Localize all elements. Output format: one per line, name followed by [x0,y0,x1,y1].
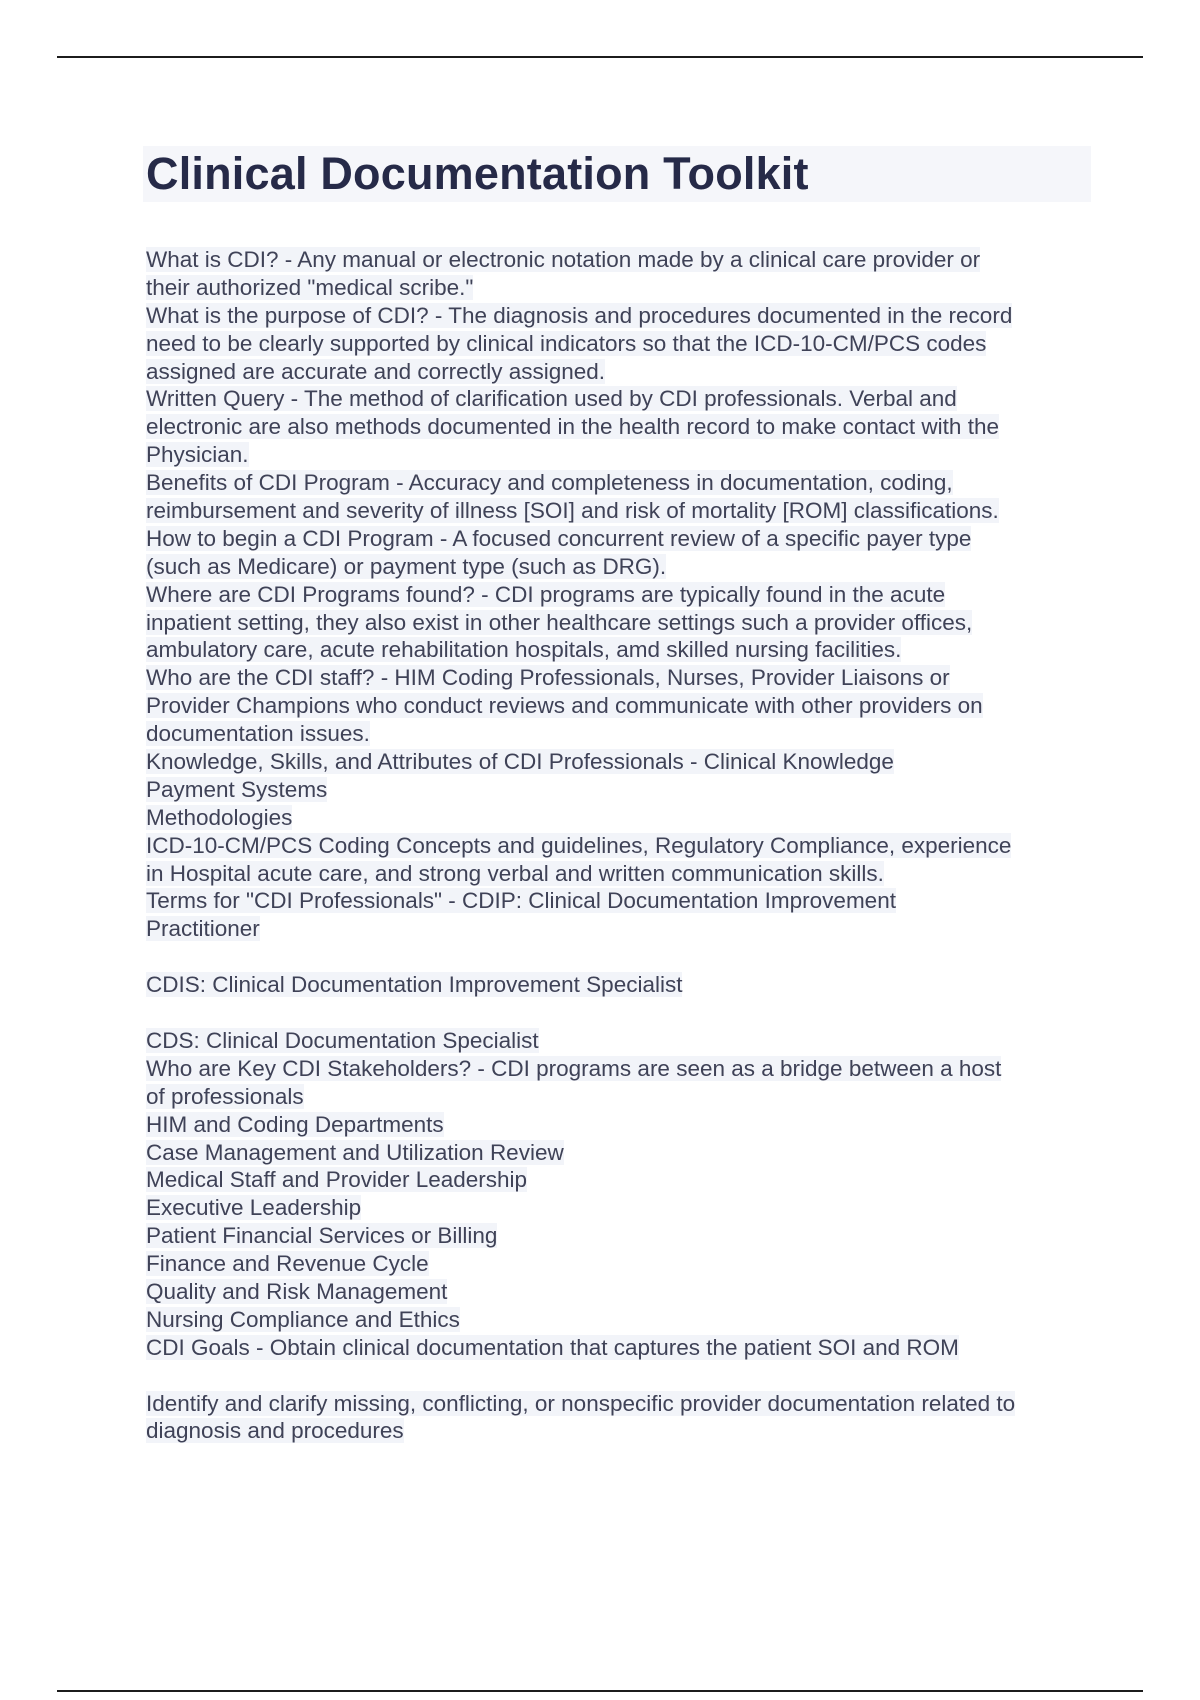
text-line-content: need to be clearly supported by clinical indicators so that the ICD-10-CM/PCS codes [146,330,987,356]
text-line-content: Methodologies [146,804,293,830]
text-line [146,497,1106,525]
text-line [146,1111,1106,1139]
text-line [146,274,1106,302]
text-line [146,804,1106,832]
text-line [146,1194,1106,1222]
text-line-content: Medical Staff and Provider Leadership [146,1167,528,1193]
text-line [146,748,1106,776]
text-line [146,664,1106,692]
text-line-content: Executive Leadership [146,1195,362,1221]
text-line-content: assigned are accurate and correctly assigned. [146,358,606,384]
text-line [146,1222,1106,1250]
document-title: Clinical Documentation Toolkit [146,148,809,199]
text-line [146,553,1106,581]
text-line [146,915,1106,943]
text-line [146,1278,1106,1306]
text-line-content: How to begin a CDI Program - A focused concurrent review of a specific payer type [146,525,972,551]
text-line-content: What is the purpose of CDI? - The diagnosis and procedures documented in the record [146,302,1013,328]
text-line [146,525,1106,553]
text-line-content: their authorized "medical scribe." [146,274,474,300]
text-line-content: Practitioner [146,916,260,942]
text-line [146,441,1106,469]
text-line [146,720,1106,748]
text-line [146,776,1106,804]
header-rule [57,56,1143,58]
text-line [146,1139,1106,1167]
text-line-content: ambulatory care, acute rehabilitation hospitals, amd skilled nursing facilities. [146,637,902,663]
text-line-content: Identify and clarify missing, conflicting, or nonspecific provider documentation related to [146,1390,1016,1416]
text-line-content: Knowledge, Skills, and Attributes of CDI Professionals - Clinical Knowledge [146,749,894,775]
text-line-content: What is CDI? - Any manual or electronic notation made by a clinical care provider or [146,247,981,272]
text-line-content: electronic are also methods documented in the health record to make contact with the [146,414,999,440]
text-line-content: Provider Champions who conduct reviews and communicate with other providers on [146,693,983,719]
text-line [146,1250,1106,1278]
document-body [146,246,1106,1445]
text-line [146,1027,1106,1055]
text-line [146,413,1106,441]
text-line-content: HIM and Coding Departments [146,1111,444,1137]
text-line-content: Who are Key CDI Stakeholders? - CDI programs are seen as a bridge between a host [146,1055,1002,1081]
text-line-content: Terms for "CDI Professionals" - CDIP: Clinical Documentation Improvement [146,888,896,914]
text-line-content: (such as Medicare) or payment type (such as DRG). [146,553,667,579]
text-line-content: of professionals [146,1083,304,1109]
text-line [146,1390,1106,1418]
text-line-content: diagnosis and procedures [146,1418,404,1444]
text-line-content: Where are CDI Programs found? - CDI programs are typically found in the acute [146,581,946,607]
text-line-content: Quality and Risk Management [146,1278,448,1304]
text-line-content: in Hospital acute care, and strong verbal and written communication skills. [146,860,884,886]
text-line [146,971,1106,999]
text-line-content: CDI Goals - Obtain clinical documentation that captures the patient SOI and ROM [146,1334,959,1360]
text-line [146,1306,1106,1334]
text-line [146,1362,1106,1390]
text-line-content: inpatient setting, they also exist in other healthcare settings such a provider offices, [146,609,973,635]
text-line [146,1166,1106,1194]
text-line [146,1334,1106,1362]
text-line [146,609,1106,637]
text-line [146,358,1106,386]
text-line [146,1417,1106,1445]
text-line [146,832,1106,860]
text-line-content: Who are the CDI staff? - HIM Coding Professionals, Nurses, Provider Liaisons or [146,665,950,691]
text-line [146,1055,1106,1083]
text-line-content: reimbursement and severity of illness [SOI] and risk of mortality [ROM] classifications. [146,498,999,524]
text-line-content: ICD-10-CM/PCS Coding Concepts and guidelines, Regulatory Compliance, experience [146,832,1012,858]
text-line [146,636,1106,664]
text-line [146,1083,1106,1111]
text-line [146,860,1106,888]
text-line [146,943,1106,971]
text-line [146,385,1106,413]
text-line-content: Payment Systems [146,776,328,802]
text-line-content: documentation issues. [146,721,370,747]
text-line-content: Patient Financial Services or Billing [146,1223,498,1249]
text-line [146,246,1106,274]
text-line [146,581,1106,609]
text-line-content: Benefits of CDI Program - Accuracy and completeness in documentation, coding, [146,470,953,496]
text-line [146,469,1106,497]
text-line [146,999,1106,1027]
text-line-content: Written Query - The method of clarification used by CDI professionals. Verbal and [146,386,957,412]
text-line [146,330,1106,358]
text-line-content: CDS: Clinical Documentation Specialist [146,1027,539,1053]
text-line-content: Finance and Revenue Cycle [146,1251,429,1277]
text-line-content: CDIS: Clinical Documentation Improvement Specialist [146,972,683,998]
text-line [146,302,1106,330]
text-line-content: Nursing Compliance and Ethics [146,1306,460,1332]
text-line-content: Physician. [146,442,249,468]
text-line [146,887,1106,915]
text-line [146,692,1106,720]
text-line-content: Case Management and Utilization Review [146,1139,564,1165]
footer-rule [57,1690,1143,1692]
